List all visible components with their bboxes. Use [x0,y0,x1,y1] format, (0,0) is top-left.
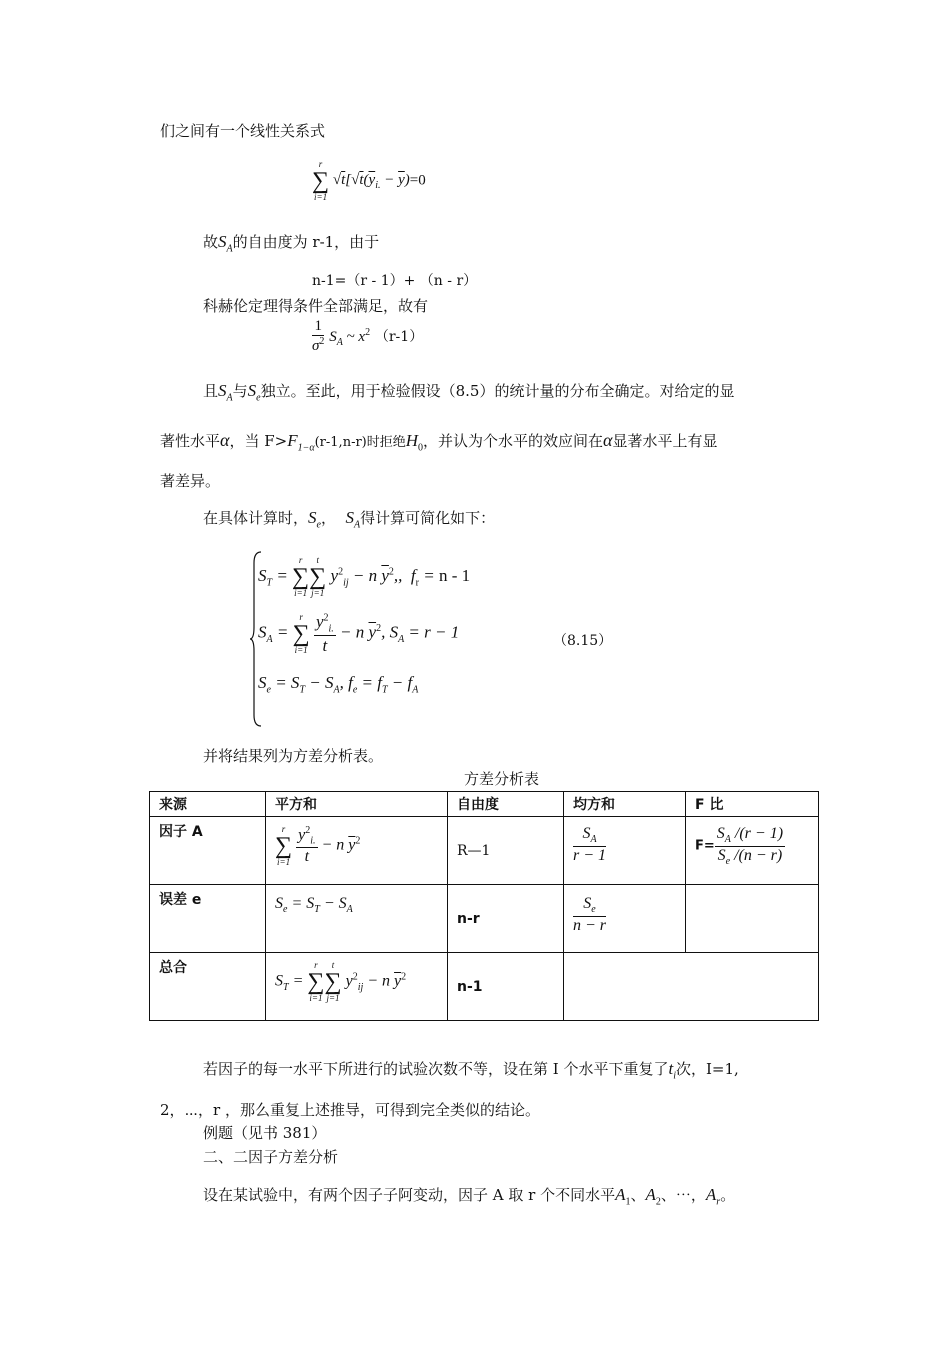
row-ss: $S_e = S_T - S_A$ [266,885,448,953]
row-source: 误差 e [150,885,266,953]
header-df: 自由度 [448,792,564,817]
text-line: 且$S_A$与$S_e$独立。至此，用于检验假设（8.5）的统计量的分布全确定。对给定的显 [203,381,735,404]
row-ss: r ∑ i=1 $\frac{y^2_{i.}}{t}$ − n $\overline{y}^2$ [266,817,448,885]
row-df: n-r [448,885,564,953]
equation-st: $S_T$ = r ∑ i=1 t ∑ j=1 $y^2_{ij} - n$ $\overline{y}^2$,, $f_r = n - 1$ [258,555,471,598]
text-line: 科赫伦定理得条件全部满足，故有 [203,297,429,315]
header-sum-of-squares: 平方和 [266,792,448,817]
text-line: 们之间有一个线性关系式 [160,122,326,140]
text-line: 著性水平α，当 $F>F_{1-\alpha}(r-1,n-r)$时拒绝$H_0$，并认为个水平的效应间在α显著水平上有显 [160,430,718,454]
text-line: 故$S_A$的自由度为 r-1，由于 [203,232,380,255]
text-line: 在具体计算时，$S_e$， $S_A$得计算可简化如下： [203,508,496,531]
equation-df-split: n-1=（r - 1）+ （n - r） [312,273,478,289]
text-line: 设在某试验中，有两个因子子阿变动，因子 A 取 r 个不同水平$A_1$、$A_2$、⋯，$A_r$。 [203,1185,736,1208]
equation-se: $S_e = S_T - S_A$, $f_e = f_T - f_A$ [258,673,419,696]
row-f: F= $\frac{S_A /(r - 1)}{S_e /(n - r)}$ [686,817,819,885]
text-line: 著差异。 [160,472,221,490]
text-line: 2，⋯，r ，那么重复上述推导，可得到完全类似的结论。 [160,1101,540,1119]
text-line: 例题（见书 381） [203,1124,327,1142]
text-line: 并将结果列为方差分析表。 [203,747,384,765]
row-df: n-1 [448,953,564,1021]
table-row [150,817,819,885]
row-ss: $S_T$ = r ∑ i=1 t ∑ j=1 $y^2_{ij} - n$ $\overline{y}^2$ [266,953,448,1021]
anova-table [149,791,819,1021]
header-source: 来源 [150,792,266,817]
equation-number: （8.15） [553,633,613,649]
row-source: 因子 A [150,817,266,885]
row-ms: $\frac{S_A}{r - 1}$ [564,817,686,885]
equation-chi-square: $\frac{1}{\sigma^2}$ $S_A$ ~ $x^2$ （r-1） [312,318,424,355]
equation-sa: $S_A$ = r ∑ i=1 $\frac{y^2_{i.}}{t}$ − n $\overline{y}^2$, $S_A = r - 1$ [258,611,460,655]
row-ms: $\frac{S_e}{n - r}$ [564,885,686,953]
header-mean-square: 均方和 [564,792,686,817]
table-row [150,885,819,953]
equation-linear-relation: r ∑ i=1 $√t[√t(\overline{y}_{i.} - \overline{y})=0$ [312,159,426,202]
table-caption: 方差分析表 [464,770,540,788]
row-f [686,885,819,953]
text-line: 若因子的每一水平下所进行的试验次数不等，设在第 I 个水平下重复了$t_i$次，I=1, [203,1059,739,1082]
header-f-ratio: F 比 [686,792,819,817]
table-header-row [150,792,819,817]
row-source: 总合 [150,953,266,1021]
row-empty [564,953,819,1021]
row-df: R—1 [448,817,564,885]
section-heading: 二、二因子方差分析 [203,1148,339,1166]
table-row [150,953,819,1021]
